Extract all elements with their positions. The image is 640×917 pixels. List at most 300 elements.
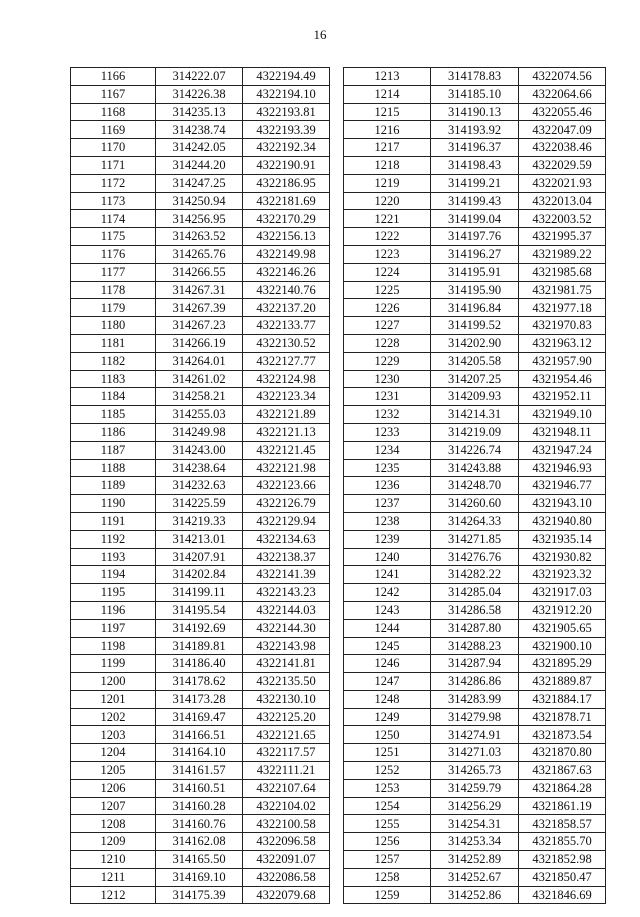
point-number-cell: 1240: [344, 548, 431, 566]
table-row: [344, 139, 606, 157]
y-coordinate-cell: 4322143.23: [243, 584, 330, 602]
y-coordinate-cell: 4322186.95: [243, 174, 330, 192]
point-number-cell: 1226: [344, 299, 431, 317]
y-coordinate-cell: 4322135.50: [243, 673, 330, 691]
point-number-cell: 1250: [344, 726, 431, 744]
point-number-cell: 1222: [344, 228, 431, 246]
table-row: [71, 566, 330, 584]
y-coordinate-cell: 4322156.13: [243, 228, 330, 246]
point-number-cell: 1199: [71, 655, 156, 673]
y-coordinate-cell: 4321947.24: [519, 441, 606, 459]
x-coordinate-cell: 314256.29: [431, 797, 519, 815]
x-coordinate-cell: 314265.76: [156, 245, 243, 263]
x-coordinate-cell: 314247.25: [156, 174, 243, 192]
y-coordinate-cell: 4321952.11: [519, 388, 606, 406]
x-coordinate-cell: 314264.33: [431, 512, 519, 530]
x-coordinate-cell: 314160.51: [156, 779, 243, 797]
y-coordinate-cell: 4322013.04: [519, 192, 606, 210]
table-row: [71, 245, 330, 263]
y-coordinate-cell: 4321850.47: [519, 868, 606, 886]
point-number-cell: 1205: [71, 762, 156, 780]
x-coordinate-cell: 314202.84: [156, 566, 243, 584]
x-coordinate-cell: 314287.94: [431, 655, 519, 673]
table-row: [344, 210, 606, 228]
x-coordinate-cell: 314282.22: [431, 566, 519, 584]
x-coordinate-cell: 314264.01: [156, 352, 243, 370]
y-coordinate-cell: 4322055.46: [519, 103, 606, 121]
table-row: [344, 868, 606, 886]
table-row: [344, 797, 606, 815]
table-row: [344, 245, 606, 263]
point-number-cell: 1228: [344, 334, 431, 352]
table-row: [71, 352, 330, 370]
x-coordinate-cell: 314259.79: [431, 779, 519, 797]
point-number-cell: 1173: [71, 192, 156, 210]
point-number-cell: 1208: [71, 815, 156, 833]
x-coordinate-cell: 314261.02: [156, 370, 243, 388]
coordinates-table-left: [70, 67, 330, 904]
y-coordinate-cell: 4322104.02: [243, 797, 330, 815]
y-coordinate-cell: 4321949.10: [519, 406, 606, 424]
x-coordinate-cell: 314160.76: [156, 815, 243, 833]
x-coordinate-cell: 314185.10: [431, 85, 519, 103]
point-number-cell: 1254: [344, 797, 431, 815]
point-number-cell: 1193: [71, 548, 156, 566]
x-coordinate-cell: 314263.52: [156, 228, 243, 246]
point-number-cell: 1194: [71, 566, 156, 584]
point-number-cell: 1196: [71, 601, 156, 619]
table-row: [71, 477, 330, 495]
point-number-cell: 1248: [344, 690, 431, 708]
table-row: [344, 833, 606, 851]
table-row: [344, 548, 606, 566]
y-coordinate-cell: 4321946.93: [519, 459, 606, 477]
y-coordinate-cell: 4322149.98: [243, 245, 330, 263]
table-row: [344, 477, 606, 495]
table-row: [71, 762, 330, 780]
x-coordinate-cell: 314199.52: [431, 317, 519, 335]
point-number-cell: 1253: [344, 779, 431, 797]
point-number-cell: 1229: [344, 352, 431, 370]
x-coordinate-cell: 314274.91: [431, 726, 519, 744]
x-coordinate-cell: 314286.58: [431, 601, 519, 619]
table-row: [344, 459, 606, 477]
table-row: [344, 601, 606, 619]
x-coordinate-cell: 314198.43: [431, 156, 519, 174]
table-row: [71, 281, 330, 299]
y-coordinate-cell: 4322194.49: [243, 68, 330, 86]
table-row: [344, 708, 606, 726]
y-coordinate-cell: 4322123.66: [243, 477, 330, 495]
y-coordinate-cell: 4321864.28: [519, 779, 606, 797]
table-row: [344, 744, 606, 762]
y-coordinate-cell: 4321884.17: [519, 690, 606, 708]
x-coordinate-cell: 314285.04: [431, 584, 519, 602]
y-coordinate-cell: 4321977.18: [519, 299, 606, 317]
table-row: [344, 156, 606, 174]
point-number-cell: 1227: [344, 317, 431, 335]
x-coordinate-cell: 314175.39: [156, 886, 243, 904]
x-coordinate-cell: 314238.74: [156, 121, 243, 139]
y-coordinate-cell: 4321940.80: [519, 512, 606, 530]
point-number-cell: 1256: [344, 833, 431, 851]
x-coordinate-cell: 314199.21: [431, 174, 519, 192]
table-row: [71, 121, 330, 139]
y-coordinate-cell: 4322123.34: [243, 388, 330, 406]
point-number-cell: 1166: [71, 68, 156, 86]
point-number-cell: 1182: [71, 352, 156, 370]
point-number-cell: 1197: [71, 619, 156, 637]
y-coordinate-cell: 4322038.46: [519, 139, 606, 157]
table-row: [344, 726, 606, 744]
y-coordinate-cell: 4322121.13: [243, 423, 330, 441]
x-coordinate-cell: 314192.69: [156, 619, 243, 637]
x-coordinate-cell: 314286.86: [431, 673, 519, 691]
table-row: [71, 690, 330, 708]
x-coordinate-cell: 314226.74: [431, 441, 519, 459]
x-coordinate-cell: 314195.54: [156, 601, 243, 619]
table-row: [71, 192, 330, 210]
x-coordinate-cell: 314165.50: [156, 851, 243, 869]
table-row: [344, 886, 606, 904]
table-row: [71, 263, 330, 281]
y-coordinate-cell: 4322117.57: [243, 744, 330, 762]
point-number-cell: 1190: [71, 495, 156, 513]
x-coordinate-cell: 314288.23: [431, 637, 519, 655]
table-row: [71, 103, 330, 121]
table-row: [71, 619, 330, 637]
y-coordinate-cell: 4321935.14: [519, 530, 606, 548]
table-row: [344, 512, 606, 530]
table-row: [71, 744, 330, 762]
x-coordinate-cell: 314186.40: [156, 655, 243, 673]
table-row: [344, 121, 606, 139]
y-coordinate-cell: 4321878.71: [519, 708, 606, 726]
point-number-cell: 1219: [344, 174, 431, 192]
y-coordinate-cell: 4321889.87: [519, 673, 606, 691]
x-coordinate-cell: 314267.39: [156, 299, 243, 317]
y-coordinate-cell: 4321948.11: [519, 423, 606, 441]
x-coordinate-cell: 314232.63: [156, 477, 243, 495]
point-number-cell: 1233: [344, 423, 431, 441]
x-coordinate-cell: 314202.90: [431, 334, 519, 352]
y-coordinate-cell: 4321895.29: [519, 655, 606, 673]
x-coordinate-cell: 314238.64: [156, 459, 243, 477]
point-number-cell: 1183: [71, 370, 156, 388]
table-row: [344, 690, 606, 708]
table-row: [71, 512, 330, 530]
table-row: [344, 779, 606, 797]
x-coordinate-cell: 314267.23: [156, 317, 243, 335]
point-number-cell: 1221: [344, 210, 431, 228]
point-number-cell: 1241: [344, 566, 431, 584]
x-coordinate-cell: 314243.00: [156, 441, 243, 459]
x-coordinate-cell: 314244.20: [156, 156, 243, 174]
table-row: [344, 406, 606, 424]
table-row: [71, 779, 330, 797]
x-coordinate-cell: 314193.92: [431, 121, 519, 139]
table-row: [344, 317, 606, 335]
y-coordinate-cell: 4322130.10: [243, 690, 330, 708]
point-number-cell: 1176: [71, 245, 156, 263]
y-coordinate-cell: 4321957.90: [519, 352, 606, 370]
x-coordinate-cell: 314190.13: [431, 103, 519, 121]
table-row: [344, 299, 606, 317]
point-number-cell: 1225: [344, 281, 431, 299]
table-row: [71, 548, 330, 566]
x-coordinate-cell: 314267.31: [156, 281, 243, 299]
table-row: [71, 495, 330, 513]
table-row: [344, 762, 606, 780]
y-coordinate-cell: 4322074.56: [519, 68, 606, 86]
table-row: [71, 815, 330, 833]
x-coordinate-cell: 314248.70: [431, 477, 519, 495]
point-number-cell: 1201: [71, 690, 156, 708]
y-coordinate-cell: 4321905.65: [519, 619, 606, 637]
x-coordinate-cell: 314164.10: [156, 744, 243, 762]
x-coordinate-cell: 314252.86: [431, 886, 519, 904]
table-row: [344, 388, 606, 406]
table-row: [344, 192, 606, 210]
table-row: [71, 174, 330, 192]
y-coordinate-cell: 4321985.68: [519, 263, 606, 281]
x-coordinate-cell: 314207.91: [156, 548, 243, 566]
y-coordinate-cell: 4322096.58: [243, 833, 330, 851]
y-coordinate-cell: 4321954.46: [519, 370, 606, 388]
y-coordinate-cell: 4321867.63: [519, 762, 606, 780]
x-coordinate-cell: 314199.04: [431, 210, 519, 228]
y-coordinate-cell: 4322134.63: [243, 530, 330, 548]
x-coordinate-cell: 314254.31: [431, 815, 519, 833]
table-row: [344, 619, 606, 637]
y-coordinate-cell: 4321970.83: [519, 317, 606, 335]
y-coordinate-cell: 4321923.32: [519, 566, 606, 584]
table-row: [71, 85, 330, 103]
y-coordinate-cell: 4322129.94: [243, 512, 330, 530]
x-coordinate-cell: 314265.73: [431, 762, 519, 780]
point-number-cell: 1170: [71, 139, 156, 157]
x-coordinate-cell: 314242.05: [156, 139, 243, 157]
y-coordinate-cell: 4322146.26: [243, 263, 330, 281]
y-coordinate-cell: 4322121.45: [243, 441, 330, 459]
table-row: [71, 459, 330, 477]
y-coordinate-cell: 4322107.64: [243, 779, 330, 797]
y-coordinate-cell: 4321930.82: [519, 548, 606, 566]
point-number-cell: 1189: [71, 477, 156, 495]
point-number-cell: 1171: [71, 156, 156, 174]
point-number-cell: 1184: [71, 388, 156, 406]
x-coordinate-cell: 314249.98: [156, 423, 243, 441]
y-coordinate-cell: 4322133.77: [243, 317, 330, 335]
table-row: [71, 406, 330, 424]
point-number-cell: 1216: [344, 121, 431, 139]
y-coordinate-cell: 4321846.69: [519, 886, 606, 904]
table-row: [71, 708, 330, 726]
y-coordinate-cell: 4322124.98: [243, 370, 330, 388]
x-coordinate-cell: 314283.99: [431, 690, 519, 708]
x-coordinate-cell: 314252.67: [431, 868, 519, 886]
y-coordinate-cell: 4322079.68: [243, 886, 330, 904]
y-coordinate-cell: 4322121.89: [243, 406, 330, 424]
y-coordinate-cell: 4322125.20: [243, 708, 330, 726]
table-row: [71, 388, 330, 406]
x-coordinate-cell: 314195.91: [431, 263, 519, 281]
point-number-cell: 1257: [344, 851, 431, 869]
point-number-cell: 1198: [71, 637, 156, 655]
x-coordinate-cell: 314178.62: [156, 673, 243, 691]
y-coordinate-cell: 4322100.58: [243, 815, 330, 833]
y-coordinate-cell: 4322193.39: [243, 121, 330, 139]
y-coordinate-cell: 4322130.52: [243, 334, 330, 352]
table-row: [344, 673, 606, 691]
y-coordinate-cell: 4322126.79: [243, 495, 330, 513]
table-row: [71, 441, 330, 459]
point-number-cell: 1207: [71, 797, 156, 815]
table-row: [71, 584, 330, 602]
point-number-cell: 1172: [71, 174, 156, 192]
y-coordinate-cell: 4321852.98: [519, 851, 606, 869]
point-number-cell: 1237: [344, 495, 431, 513]
table-row: [344, 851, 606, 869]
table-row: [71, 655, 330, 673]
table-row: [344, 423, 606, 441]
table-row: [344, 103, 606, 121]
point-number-cell: 1185: [71, 406, 156, 424]
y-coordinate-cell: 4322029.59: [519, 156, 606, 174]
y-coordinate-cell: 4322003.52: [519, 210, 606, 228]
table-row: [71, 601, 330, 619]
point-number-cell: 1252: [344, 762, 431, 780]
table-row: [71, 370, 330, 388]
x-coordinate-cell: 314222.07: [156, 68, 243, 86]
table-row: [71, 423, 330, 441]
point-number-cell: 1192: [71, 530, 156, 548]
x-coordinate-cell: 314271.85: [431, 530, 519, 548]
point-number-cell: 1235: [344, 459, 431, 477]
y-coordinate-cell: 4322192.34: [243, 139, 330, 157]
x-coordinate-cell: 314197.76: [431, 228, 519, 246]
table-row: [344, 263, 606, 281]
table-row: [71, 299, 330, 317]
y-coordinate-cell: 4321963.12: [519, 334, 606, 352]
point-number-cell: 1204: [71, 744, 156, 762]
point-number-cell: 1255: [344, 815, 431, 833]
point-number-cell: 1200: [71, 673, 156, 691]
y-coordinate-cell: 4322144.03: [243, 601, 330, 619]
table-row: [344, 495, 606, 513]
x-coordinate-cell: 314196.84: [431, 299, 519, 317]
y-coordinate-cell: 4322121.98: [243, 459, 330, 477]
x-coordinate-cell: 314287.80: [431, 619, 519, 637]
point-number-cell: 1242: [344, 584, 431, 602]
x-coordinate-cell: 314219.09: [431, 423, 519, 441]
y-coordinate-cell: 4321946.77: [519, 477, 606, 495]
x-coordinate-cell: 314266.55: [156, 263, 243, 281]
point-number-cell: 1180: [71, 317, 156, 335]
x-coordinate-cell: 314169.47: [156, 708, 243, 726]
x-coordinate-cell: 314226.38: [156, 85, 243, 103]
y-coordinate-cell: 4322064.66: [519, 85, 606, 103]
point-number-cell: 1174: [71, 210, 156, 228]
table-row: [71, 726, 330, 744]
x-coordinate-cell: 314169.10: [156, 868, 243, 886]
y-coordinate-cell: 4322170.29: [243, 210, 330, 228]
y-coordinate-cell: 4321861.19: [519, 797, 606, 815]
x-coordinate-cell: 314255.03: [156, 406, 243, 424]
x-coordinate-cell: 314256.95: [156, 210, 243, 228]
y-coordinate-cell: 4321912.20: [519, 601, 606, 619]
y-coordinate-cell: 4321858.57: [519, 815, 606, 833]
x-coordinate-cell: 314253.34: [431, 833, 519, 851]
point-number-cell: 1195: [71, 584, 156, 602]
table-row: [71, 68, 330, 86]
point-number-cell: 1206: [71, 779, 156, 797]
y-coordinate-cell: 4322141.39: [243, 566, 330, 584]
point-number-cell: 1217: [344, 139, 431, 157]
coordinates-table-right: [343, 67, 606, 904]
x-coordinate-cell: 314271.03: [431, 744, 519, 762]
table-row: [344, 228, 606, 246]
y-coordinate-cell: 4322121.65: [243, 726, 330, 744]
y-coordinate-cell: 4322138.37: [243, 548, 330, 566]
x-coordinate-cell: 314178.83: [431, 68, 519, 86]
y-coordinate-cell: 4322144.30: [243, 619, 330, 637]
point-number-cell: 1213: [344, 68, 431, 86]
x-coordinate-cell: 314207.25: [431, 370, 519, 388]
table-row: [344, 281, 606, 299]
x-coordinate-cell: 314214.31: [431, 406, 519, 424]
y-coordinate-cell: 4322141.81: [243, 655, 330, 673]
x-coordinate-cell: 314260.60: [431, 495, 519, 513]
point-number-cell: 1251: [344, 744, 431, 762]
page-number: 16: [313, 27, 327, 42]
point-number-cell: 1215: [344, 103, 431, 121]
point-number-cell: 1210: [71, 851, 156, 869]
table-row: [71, 637, 330, 655]
x-coordinate-cell: 314276.76: [431, 548, 519, 566]
table-row: [344, 370, 606, 388]
point-number-cell: 1231: [344, 388, 431, 406]
point-number-cell: 1239: [344, 530, 431, 548]
x-coordinate-cell: 314195.90: [431, 281, 519, 299]
y-coordinate-cell: 4321943.10: [519, 495, 606, 513]
x-coordinate-cell: 314173.28: [156, 690, 243, 708]
point-number-cell: 1243: [344, 601, 431, 619]
y-coordinate-cell: 4321855.70: [519, 833, 606, 851]
x-coordinate-cell: 314252.89: [431, 851, 519, 869]
point-number-cell: 1188: [71, 459, 156, 477]
point-number-cell: 1178: [71, 281, 156, 299]
y-coordinate-cell: 4322086.58: [243, 868, 330, 886]
table-row: [344, 334, 606, 352]
x-coordinate-cell: 314225.59: [156, 495, 243, 513]
point-number-cell: 1169: [71, 121, 156, 139]
table-row: [71, 334, 330, 352]
point-number-cell: 1202: [71, 708, 156, 726]
point-number-cell: 1168: [71, 103, 156, 121]
point-number-cell: 1223: [344, 245, 431, 263]
point-number-cell: 1234: [344, 441, 431, 459]
y-coordinate-cell: 4321873.54: [519, 726, 606, 744]
point-number-cell: 1246: [344, 655, 431, 673]
x-coordinate-cell: 314219.33: [156, 512, 243, 530]
table-row: [344, 68, 606, 86]
point-number-cell: 1230: [344, 370, 431, 388]
table-row: [344, 584, 606, 602]
point-number-cell: 1245: [344, 637, 431, 655]
point-number-cell: 1247: [344, 673, 431, 691]
table-row: [71, 797, 330, 815]
